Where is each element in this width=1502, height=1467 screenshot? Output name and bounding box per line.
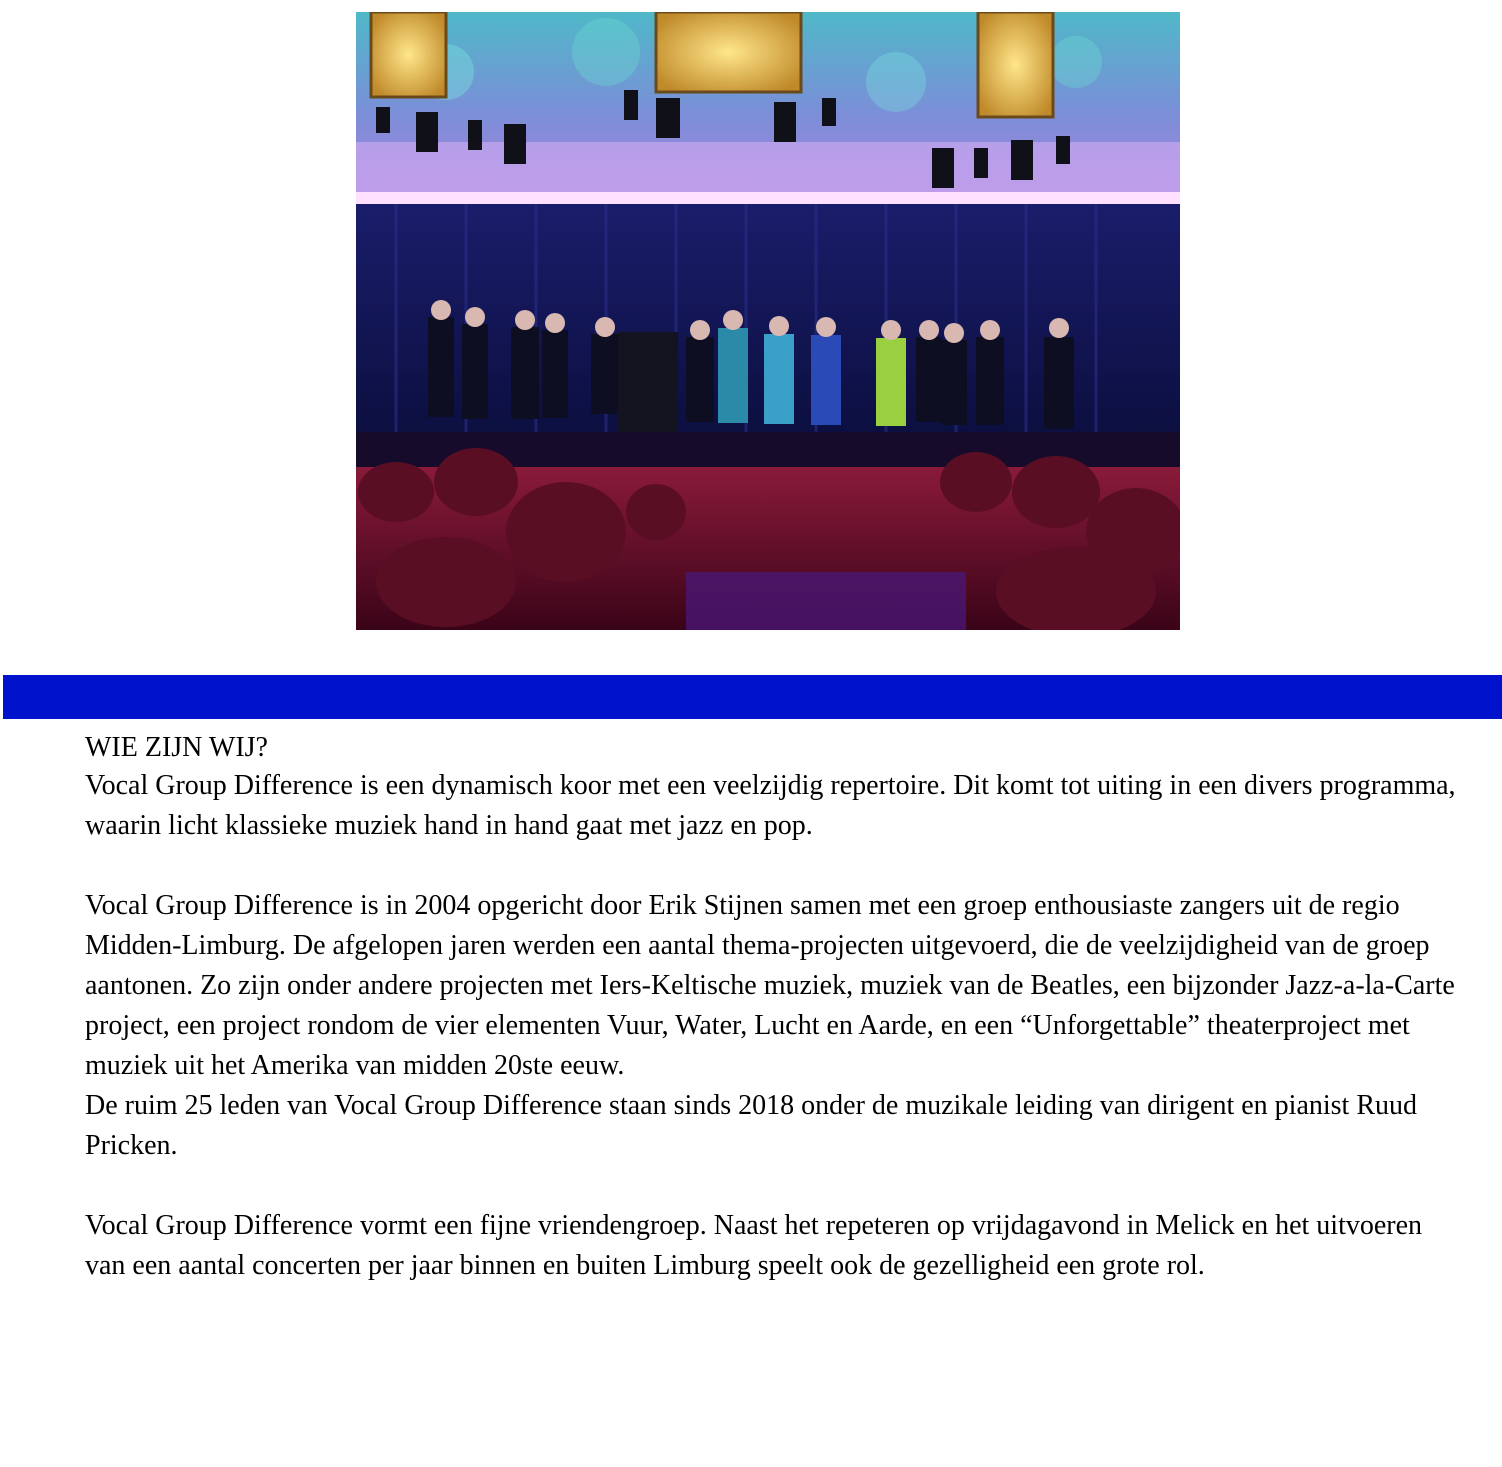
about-paragraph-intro: Vocal Group Difference is een dynamisch koor met een veelzijdig repertoire. Dit komt tot uiting in een divers programma, waarin licht klassieke muziek hand in hand gaat met jazz en pop. bbox=[85, 770, 1456, 841]
concert-photo bbox=[356, 12, 1180, 630]
paragraph-spacer bbox=[85, 846, 1465, 886]
concert-photo-image bbox=[356, 12, 1180, 630]
about-paragraph-members: De ruim 25 leden van Vocal Group Difference staan sinds 2018 onder de muzikale leiding van dirigent en pianist Ruud Pricken. bbox=[85, 1090, 1418, 1161]
paragraph-spacer bbox=[85, 1166, 1465, 1206]
about-paragraph-history: Vocal Group Difference is in 2004 opgericht door Erik Stijnen samen met een groep enthousiaste zangers uit de regio Midden-Limburg. De afgelopen jaren werden een aantal thema-projecten uitgevoerd, die de veelzijdigheid van de groep aantonen. Zo zijn onder andere projecten met Iers-Keltische muziek, muziek van de Beatles, een bijzonder Jazz-a-la-Carte project, een project rondom de vier elementen Vuur, Water, Lucht en Aarde, en een “Unforgettable” theaterproject met muziek uit het Amerika van midden 20ste eeuw. bbox=[85, 890, 1455, 1081]
blue-divider-band bbox=[3, 675, 1502, 719]
about-paragraph-social: Vocal Group Difference vormt een fijne vriendengroep. Naast het repeteren op vrijdagavond in Melick en het uitvoeren van een aantal concerten per jaar binnen en buiten Limburg speelt ook de gezelligheid een grote rol. bbox=[85, 1210, 1423, 1281]
about-section bbox=[85, 728, 1465, 1286]
section-heading: WIE ZIJN WIJ? bbox=[85, 732, 268, 763]
